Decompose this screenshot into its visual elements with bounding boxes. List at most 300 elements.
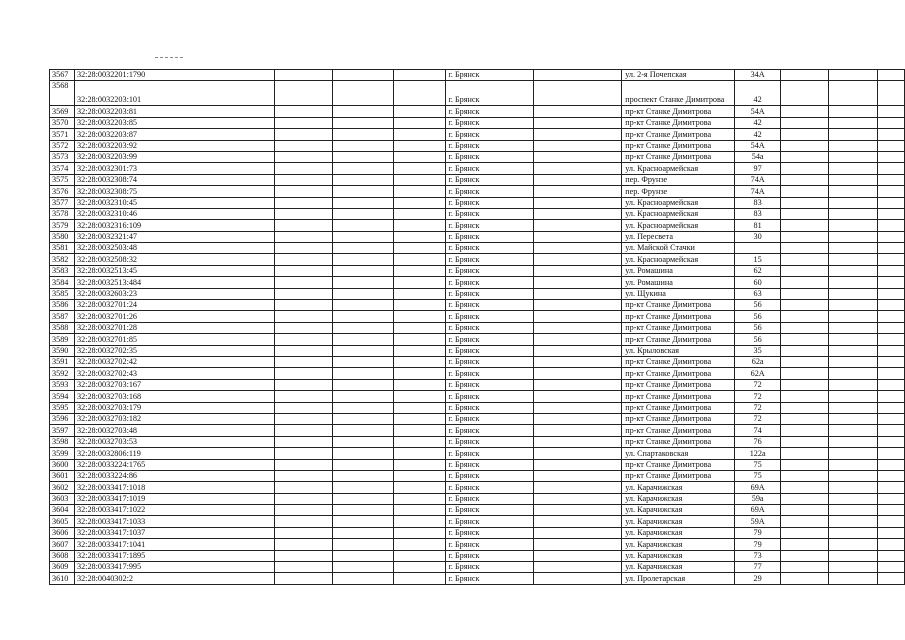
empty-cell [274,334,332,345]
empty-cell [332,527,393,538]
empty-cell [534,562,622,573]
table-row [50,413,905,424]
row-number: 3606 [50,527,75,538]
cadastral-number: 32:28:0032703:179 [74,402,274,413]
street-cell: пр-кт Станке Димитрова [622,413,735,424]
empty-cell [877,163,904,174]
empty-cell [877,197,904,208]
empty-cell [332,436,393,447]
empty-cell [274,482,332,493]
empty-cell [274,151,332,162]
cadastral-number: 32:28:0032203:99 [74,151,274,162]
empty-cell [829,379,878,390]
cadastral-number: 32:28:0032203:81 [74,106,274,117]
empty-cell [781,70,829,81]
empty-cell [877,208,904,219]
empty-cell [274,345,332,356]
house-cell: 56 [735,311,781,322]
row-number: 3572 [50,140,75,151]
house-cell: 42 [735,129,781,140]
cadastral-number: 32:28:0032316:109 [74,220,274,231]
table-row [50,436,905,447]
empty-cell [877,174,904,185]
empty-cell [274,186,332,197]
cadastral-number: 32:28:0032308:74 [74,174,274,185]
empty-cell [534,368,622,379]
table-row [50,117,905,128]
street-cell: пр-кт Станке Димитрова [622,151,735,162]
row-number: 3567 [50,70,75,81]
row-number: 3600 [50,459,75,470]
empty-cell [393,550,446,561]
cadastral-number: 32:28:0032503:48 [74,243,274,254]
table-row [50,174,905,185]
empty-cell [393,379,446,390]
empty-cell [534,493,622,504]
cadastral-number: 32:28:0032702:35 [74,345,274,356]
empty-cell [534,186,622,197]
table-row [50,140,905,151]
cadastral-number: 32:28:0033417:1022 [74,505,274,516]
empty-cell [781,151,829,162]
table-row [50,129,905,140]
empty-cell [877,151,904,162]
cadastral-number: 32:28:0032301:73 [74,163,274,174]
empty-cell [332,186,393,197]
empty-cell [332,311,393,322]
empty-cell [332,220,393,231]
empty-cell [274,106,332,117]
city-cell: г. Брянск [446,391,534,402]
empty-cell [534,482,622,493]
empty-cell [534,425,622,436]
row-number: 3575 [50,174,75,185]
empty-cell [332,106,393,117]
empty-cell [534,573,622,584]
city-cell: г. Брянск [446,334,534,345]
table-row [50,311,905,322]
empty-cell [877,265,904,276]
empty-cell [274,459,332,470]
house-cell: 30 [735,231,781,242]
street-cell: пр-кт Станке Димитрова [622,311,735,322]
empty-cell [534,254,622,265]
row-number: 3579 [50,220,75,231]
empty-cell [274,197,332,208]
empty-cell [393,448,446,459]
house-cell: 34А [735,70,781,81]
cadastral-number: 32:28:0032703:167 [74,379,274,390]
empty-cell [274,448,332,459]
empty-cell [781,345,829,356]
table-row [50,70,905,81]
empty-cell [274,129,332,140]
empty-cell [274,562,332,573]
empty-cell [877,129,904,140]
row-number: 3609 [50,562,75,573]
row-number: 3584 [50,277,75,288]
empty-cell [781,391,829,402]
row-number: 3568 [50,81,75,106]
empty-cell [829,334,878,345]
house-cell: 59а [735,493,781,504]
empty-cell [534,391,622,402]
empty-cell [781,254,829,265]
street-cell: ул. Пролетарская [622,573,735,584]
empty-cell [781,550,829,561]
row-number: 3610 [50,573,75,584]
empty-cell [781,448,829,459]
table-row [50,81,905,106]
empty-cell [332,117,393,128]
city-cell: г. Брянск [446,265,534,276]
street-cell: пр-кт Станке Димитрова [622,425,735,436]
empty-cell [393,573,446,584]
city-cell: г. Брянск [446,140,534,151]
empty-cell [274,243,332,254]
cadastral-number: 32:28:0032203:92 [74,140,274,151]
cadastral-number: 32:28:0032203:85 [74,117,274,128]
empty-cell [393,197,446,208]
empty-cell [274,391,332,402]
empty-cell [781,356,829,367]
empty-cell [877,539,904,550]
empty-cell [781,516,829,527]
empty-cell [274,516,332,527]
empty-cell [534,163,622,174]
empty-cell [332,151,393,162]
empty-cell [534,334,622,345]
city-cell: г. Брянск [446,174,534,185]
cadastral-number: 32:28:0032703:168 [74,391,274,402]
empty-cell [534,106,622,117]
city-cell: г. Брянск [446,129,534,140]
empty-cell [534,151,622,162]
house-cell: 63 [735,288,781,299]
empty-cell [534,356,622,367]
house-cell: 83 [735,208,781,219]
city-cell: г. Брянск [446,288,534,299]
house-cell: 60 [735,277,781,288]
street-cell: ул. Майской Стачки [622,243,735,254]
empty-cell [332,81,393,106]
empty-cell [332,129,393,140]
empty-cell [274,402,332,413]
table-row [50,368,905,379]
empty-cell [877,470,904,481]
empty-cell [877,573,904,584]
empty-cell [534,197,622,208]
empty-cell [781,334,829,345]
empty-cell [534,311,622,322]
empty-cell [829,356,878,367]
empty-cell [534,117,622,128]
empty-cell [274,573,332,584]
empty-cell [829,151,878,162]
city-cell: г. Брянск [446,368,534,379]
street-cell: ул. Красноармейская [622,197,735,208]
table-row [50,539,905,550]
empty-cell [877,425,904,436]
row-number: 3582 [50,254,75,265]
empty-cell [274,140,332,151]
table-row [50,208,905,219]
city-cell: г. Брянск [446,231,534,242]
table-row [50,265,905,276]
street-cell: пер. Фрунзе [622,186,735,197]
street-cell: пр-кт Станке Димитрова [622,459,735,470]
empty-cell [393,562,446,573]
house-cell: 42 [735,81,781,106]
empty-cell [829,505,878,516]
empty-cell [534,322,622,333]
cadastral-number: 32:28:0032310:45 [74,197,274,208]
city-cell: г. Брянск [446,70,534,81]
empty-cell [781,186,829,197]
empty-cell [332,470,393,481]
empty-cell [332,277,393,288]
empty-cell [829,402,878,413]
table-row [50,197,905,208]
empty-cell [877,231,904,242]
street-cell: ул. Ромашина [622,277,735,288]
street-cell: пр-кт Станке Димитрова [622,356,735,367]
empty-cell [393,425,446,436]
empty-cell [829,550,878,561]
city-cell: г. Брянск [446,573,534,584]
empty-cell [877,516,904,527]
registry-table [49,69,905,585]
row-number: 3591 [50,356,75,367]
cadastral-number: 32:28:0033224:1765 [74,459,274,470]
table-row [50,288,905,299]
row-number: 3589 [50,334,75,345]
empty-cell [393,231,446,242]
row-number: 3580 [50,231,75,242]
house-cell: 75 [735,470,781,481]
empty-cell [829,300,878,311]
empty-cell [393,106,446,117]
empty-cell [393,70,446,81]
empty-cell [877,402,904,413]
row-number: 3571 [50,129,75,140]
empty-cell [534,527,622,538]
street-cell: пр-кт Станке Димитрова [622,402,735,413]
cadastral-number: 32:28:0033417:995 [74,562,274,573]
empty-cell [332,402,393,413]
empty-cell [274,425,332,436]
street-cell: ул. Карачижская [622,562,735,573]
empty-cell [534,300,622,311]
empty-cell [332,174,393,185]
empty-cell [274,322,332,333]
street-cell: ул. 2-я Почепская [622,70,735,81]
city-cell: г. Брянск [446,459,534,470]
row-number: 3576 [50,186,75,197]
city-cell: г. Брянск [446,254,534,265]
cadastral-number: 32:28:0032508:32 [74,254,274,265]
house-cell [735,243,781,254]
empty-cell [877,436,904,447]
cadastral-number: 32:28:0033417:1037 [74,527,274,538]
city-cell: г. Брянск [446,277,534,288]
street-cell: пр-кт Станке Димитрова [622,436,735,447]
table-row [50,322,905,333]
empty-cell [332,573,393,584]
house-cell: 54А [735,106,781,117]
empty-cell [877,391,904,402]
house-cell: 54а [735,151,781,162]
empty-cell [393,243,446,254]
empty-cell [332,345,393,356]
empty-cell [393,186,446,197]
empty-cell [332,379,393,390]
street-cell: пр-кт Станке Димитрова [622,106,735,117]
empty-cell [829,391,878,402]
cadastral-number: 32:28:0032310:46 [74,208,274,219]
empty-cell [332,482,393,493]
row-number: 3587 [50,311,75,322]
empty-cell [781,140,829,151]
empty-cell [781,539,829,550]
empty-cell [393,436,446,447]
empty-cell [393,516,446,527]
city-cell: г. Брянск [446,516,534,527]
cadastral-number: 32:28:0032703:53 [74,436,274,447]
empty-cell [332,163,393,174]
empty-cell [534,539,622,550]
empty-cell [534,174,622,185]
street-cell: ул. Карачижская [622,493,735,504]
row-number: 3588 [50,322,75,333]
empty-cell [332,70,393,81]
cadastral-number: 32:28:0032703:48 [74,425,274,436]
empty-cell [781,208,829,219]
empty-cell [534,516,622,527]
empty-cell [829,197,878,208]
empty-cell [393,391,446,402]
empty-cell [274,356,332,367]
empty-cell [332,425,393,436]
empty-cell [829,516,878,527]
row-number: 3602 [50,482,75,493]
empty-cell [829,277,878,288]
empty-cell [332,516,393,527]
empty-cell [829,140,878,151]
cadastral-number: 32:28:0032702:43 [74,368,274,379]
empty-cell [393,539,446,550]
empty-cell [877,220,904,231]
city-cell: г. Брянск [446,345,534,356]
city-cell: г. Брянск [446,163,534,174]
table-row [50,425,905,436]
table-row [50,106,905,117]
row-number: 3594 [50,391,75,402]
cadastral-number: 32:28:0032321:47 [74,231,274,242]
empty-cell [274,254,332,265]
empty-cell [274,277,332,288]
house-cell: 54А [735,140,781,151]
empty-cell [877,482,904,493]
empty-cell [781,231,829,242]
empty-cell [332,197,393,208]
empty-cell [274,300,332,311]
house-cell: 122а [735,448,781,459]
scan-mark [155,57,183,58]
house-cell: 56 [735,322,781,333]
empty-cell [877,106,904,117]
empty-cell [534,550,622,561]
empty-cell [332,231,393,242]
house-cell: 77 [735,562,781,573]
city-cell: г. Брянск [446,436,534,447]
cadastral-number: 32:28:0032513:484 [74,277,274,288]
row-number: 3595 [50,402,75,413]
city-cell: г. Брянск [446,505,534,516]
empty-cell [274,368,332,379]
table-row [50,402,905,413]
house-cell: 72 [735,391,781,402]
house-cell: 75 [735,459,781,470]
empty-cell [781,402,829,413]
house-cell: 74А [735,186,781,197]
empty-cell [877,562,904,573]
empty-cell [781,81,829,106]
table-row [50,277,905,288]
empty-cell [393,300,446,311]
empty-cell [781,106,829,117]
empty-cell [877,334,904,345]
empty-cell [332,459,393,470]
table-row [50,163,905,174]
row-number: 3590 [50,345,75,356]
street-cell: ул. Красноармейская [622,220,735,231]
cadastral-number: 32:28:0032603:23 [74,288,274,299]
empty-cell [393,482,446,493]
empty-cell [393,265,446,276]
cadastral-number: 32:28:0033417:1019 [74,493,274,504]
empty-cell [274,311,332,322]
row-number: 3598 [50,436,75,447]
table-row [50,391,905,402]
cadastral-number: 32:28:0032702:42 [74,356,274,367]
empty-cell [829,425,878,436]
empty-cell [829,220,878,231]
cadastral-number: 32:28:0032308:75 [74,186,274,197]
empty-cell [534,231,622,242]
empty-cell [877,448,904,459]
empty-cell [332,368,393,379]
city-cell: г. Брянск [446,186,534,197]
street-cell: ул. Карачижская [622,516,735,527]
row-number: 3570 [50,117,75,128]
street-cell: ул. Спартаковская [622,448,735,459]
empty-cell [332,493,393,504]
row-number: 3585 [50,288,75,299]
empty-cell [877,413,904,424]
empty-cell [332,539,393,550]
street-cell: пр-кт Станке Димитрова [622,391,735,402]
empty-cell [393,493,446,504]
empty-cell [829,231,878,242]
empty-cell [534,470,622,481]
street-cell: ул. Карачижская [622,527,735,538]
empty-cell [393,277,446,288]
empty-cell [829,482,878,493]
empty-cell [877,379,904,390]
empty-cell [781,197,829,208]
city-cell: г. Брянск [446,117,534,128]
